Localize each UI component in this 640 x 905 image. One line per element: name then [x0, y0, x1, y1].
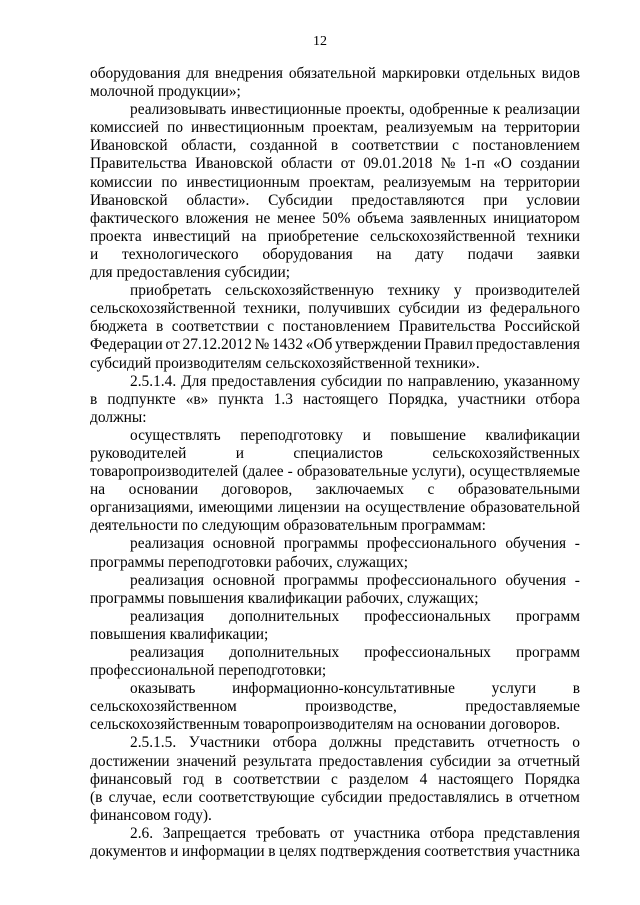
text-line: оказывать информационно-консультативные услуги в: [130, 680, 580, 698]
text-line: реализация дополнительных профессиональных программ: [130, 607, 580, 625]
text-line: 2.5.1.4. Для предоставления субсидии по направлению, указанному: [130, 372, 580, 390]
text-line: Ивановской области». Субсидии предоставляются при условии: [90, 191, 580, 209]
text-line: на основании договоров, заключаемых с образовательными: [90, 481, 580, 499]
text-line: Федерации от 27.12.2012 № 1432 «Об утверждении Правил предоставления: [90, 336, 580, 354]
text-line: документов и информации в целях подтверждения соответствия участника: [90, 843, 580, 861]
text-line: для предоставления субсидии;: [90, 264, 291, 282]
text-line: комиссии по инвестиционным проектам, реализуемым на территории: [90, 173, 580, 191]
text-line: руководителей и специалистов сельскохозяйственных: [90, 444, 580, 462]
text-line: 2.6. Запрещается требовать от участника отбора представления: [130, 824, 580, 842]
text-line: должны:: [90, 408, 147, 426]
text-line: сельскохозяйственной техники, получивших субсидии из федерального: [90, 300, 580, 318]
text-line: профессиональной переподготовки;: [90, 662, 327, 680]
text-line: товаропроизводителей (далее - образовательные услуги), осуществляемые: [90, 463, 580, 481]
text-line: реализация дополнительных профессиональных программ: [130, 644, 580, 661]
page-number: 12: [313, 34, 327, 49]
text-line: финансовый год в соответствии с разделом 4 настоящего Порядка: [90, 770, 580, 788]
text-line: реализовывать инвестиционные проекты, одобренные к реализации: [130, 101, 580, 119]
text-line: достижении значений результата предоставления субсидии за отчетный: [90, 752, 580, 770]
text-line: реализация основной программы профессионального обучения -: [130, 571, 580, 589]
text-line: бюджета в соответствии с постановлением Правительства Российской: [90, 318, 580, 336]
text-line: (в случае, если соответствующие субсидии предоставлялись в отчетном: [90, 788, 580, 806]
text-line: реализация основной программы профессионального обучения -: [130, 535, 580, 553]
text-line: приобретать сельскохозяйственную технику у производителей: [130, 282, 580, 300]
text-line: Ивановской области, созданной в соответствии с постановлением: [90, 137, 580, 155]
text-line: сельскохозяйственным товаропроизводителям на основании договоров.: [90, 716, 561, 734]
document-body: [90, 65, 580, 861]
text-line: программы переподготовки рабочих, служащих;: [90, 553, 409, 571]
text-line: комиссией по инвестиционным проектам, реализуемым на территории: [90, 119, 580, 137]
text-line: 2.5.1.5. Участники отбора должны представить отчетность о: [130, 734, 580, 752]
text-line: в подпункте «в» пункта 1.3 настоящего Порядка, участники отбора: [90, 390, 580, 408]
text-line: молочной продукции»;: [90, 83, 241, 101]
text-line: и технологического оборудования на дату подачи заявки: [90, 245, 580, 263]
text-line: Правительства Ивановской области от 09.01.2018 № 1-п «О создании: [90, 155, 580, 173]
text-line: фактического вложения не менее 50% объема заявленных инициатором: [90, 209, 580, 227]
text-line: повышения квалификации;: [90, 625, 269, 643]
text-line: проекта инвестиций на приобретение сельскохозяйственной техники: [90, 227, 580, 245]
text-line: деятельности по следующим образовательным программам:: [90, 517, 486, 535]
text-line: субсидий производителям сельскохозяйственной техники».: [90, 354, 480, 372]
text-line: оборудования для внедрения обязательной маркировки отдельных видов: [90, 65, 580, 82]
text-line: осуществлять переподготовку и повышение квалификации: [130, 426, 580, 444]
text-line: программы повышения квалификации рабочих, служащих;: [90, 589, 479, 607]
text-line: организациями, имеющими лицензии на осуществление образовательной: [90, 499, 580, 517]
text-line: финансовом году).: [90, 806, 212, 824]
text-line: сельскохозяйственном производстве, предоставляемые: [90, 698, 580, 716]
